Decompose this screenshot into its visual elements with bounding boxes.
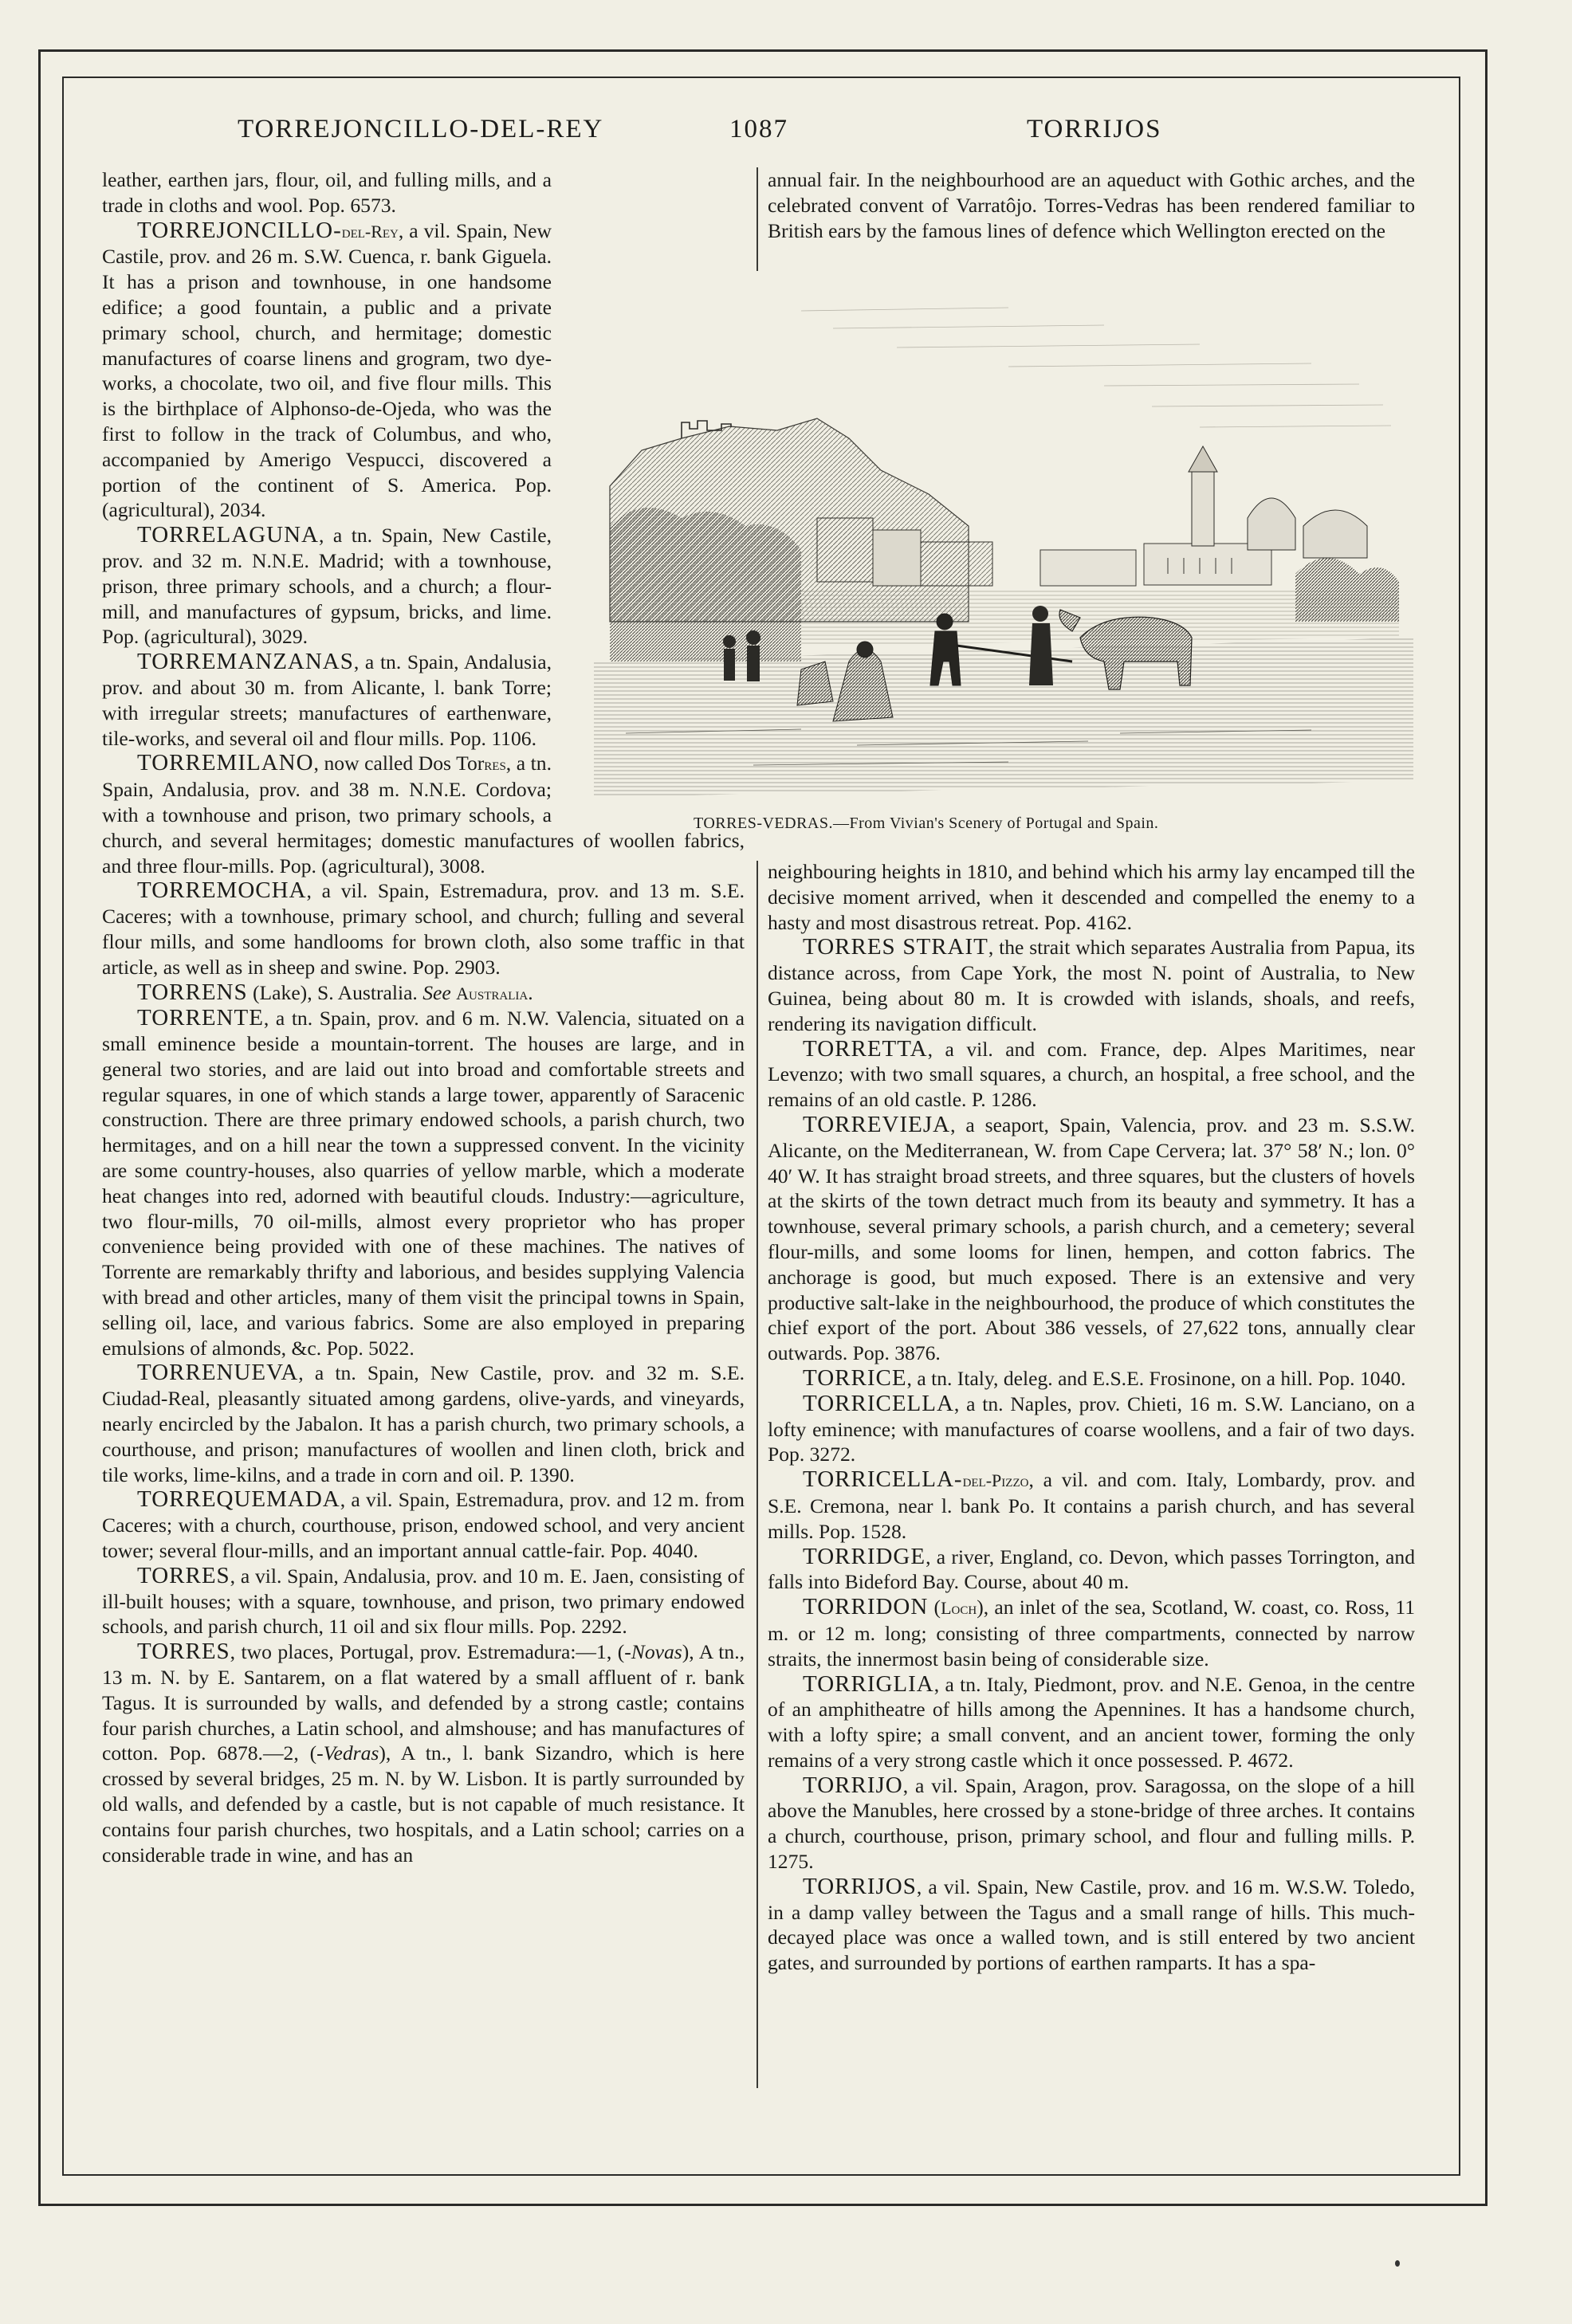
entry-torremocha: TORREMOCHA, a vil. Spain, Estremadura, prov. and 13 m. S.E. Caceres; with a townhouse, primary school, and church; fulling and several flour mills, and some handlooms for brown cloth, also some traffic in that article, as well as in sheep and swine. Pop. 2903. bbox=[102, 877, 745, 979]
column-rule-top bbox=[757, 167, 758, 271]
entry-torremanzanas: TORREMANZANAS, a tn. Spain, Andalusia, prov. and about 30 m. from Alicante, l. bank Torre; with irregular streets; manufactures of earthenware, tile-works, and several oil and flour mills. Pop. 1106. bbox=[102, 649, 552, 750]
running-header bbox=[143, 108, 1427, 153]
entry-torremilano: TORREMILANO, now called Dos Torres, a tn. Spain, Andalusia, prov. and 38 m. N.N.E. Cordova; with a townhouse and prison, two primary schools, a church, and several hermitages; domestic manufactures of woollen fabrics, and three flour-mills. Pop. (agricultural), 3008. bbox=[102, 750, 745, 877]
entry-torres-continuation: annual fair. In the neighbourhood are an aqueduct with Gothic arches, and the celebrated convent of Varratôjo. Torres-Vedras has been rendered familiar to British ears by the famous lines of defence which Wellington erected on the bbox=[768, 168, 1415, 242]
entry-torrente: TORRENTE, a tn. Spain, prov. and 6 m. N.W. Valencia, situated on a small eminence beside a mountain-torrent. The houses are large, and in general two stories, and are laid out into broad and comfortable streets and regular squares, in one of which stands a large tower, apparently of Saracenic construction. There are three primary endowed schools, a parish church, two hermitages, and on a hill near the town a suppressed convent. In the vicinity are some country-houses, also quarries of yellow marble, which a moderate heat changes into red, adorned with beautiful clouds. Industry:—agriculture, two flour-mills, 70 oil-mills, almost every proprietor who has proper convenience being provided with one of these machines. The natives of Torrente are remarkably thrifty and laborious, and besides supplying Valencia with bread and other articles, many of them visit the principal towns in Spain, selling oil, lace, and various fabrics. Some are also employed in preparing emulsions of almonds, &c. Pop. 5022. bbox=[102, 1005, 745, 1360]
entry-torrevieja: TORREVIEJA, a seaport, Spain, Valencia, prov. and 23 m. S.S.W. Alicante, on the Mediterranean, W. from Cape Cervera; lat. 37° 58′ N.; lon. 0° 40′ W. It has straight broad streets, and three squares, but the clusters of hovels at the skirts of the town detract much from its beauty and symmetry. It has a townhouse, several primary schools, a parish church, and a cemetery; several flour-mills, and some looms for linen, hempen, and cotton fabrics. The anchorage is good, but much exposed. There is an extensive and very productive salt-lake in the neighbourhood, the produce of which constitutes the chief export of the port. About 386 vessels, of 27,622 tons, annually clear outwards. Pop. 3876. bbox=[768, 1111, 1415, 1365]
entry-torrelaguna: TORRELAGUNA, a tn. Spain, New Castile, prov. and 32 m. N.N.E. Madrid; with a townhouse, prison, three primary schools, and a church; a flour-mill, and manufactures of gypsum, bricks, and lime. Pop. (agricultural), 3029. bbox=[102, 522, 552, 649]
entry-torrens: TORRENS (Lake), S. Australia. See Australia. bbox=[137, 979, 533, 1005]
column-rule-bottom bbox=[757, 861, 758, 2088]
header-right-entry: TORRIJOS bbox=[1027, 115, 1162, 143]
entry-torrijos: TORRIJOS, a vil. Spain, New Castile, prov. and 16 m. W.S.W. Toledo, in a damp valley between the Tagus and a small range of hills. This much-decayed place was once a walled town, and is still entered by two ancient gates, and surrounded by portions of earthen ramparts. It has a spa- bbox=[768, 1873, 1415, 1975]
entry-torriglia: TORRIGLIA, a tn. Italy, Piedmont, prov. and N.E. Genoa, in the centre of an amphitheatre of hills among the Apennines. It has a handsome church, with a lofty spire; a small convent, and an ancient tower, forming the only remains of a very strong castle which it once possessed. P. 4672. bbox=[768, 1670, 1415, 1772]
ink-mark bbox=[1395, 2260, 1400, 2267]
entry-torrequemada: TORREQUEMADA, a vil. Spain, Estremadura, prov. and 12 m. from Caceres; with a church, courthouse, prison, endowed school, and very ancient tower; several flour-mills, and an important annual cattle-fair. Pop. 4040. bbox=[102, 1486, 745, 1563]
entry-torretta: TORRETTA, a vil. and com. France, dep. Alpes Maritimes, near Levenzo; with two small squares, a church, an hospital, a free school, and the remains of an old castle. P. 1286. bbox=[768, 1035, 1415, 1112]
entry-torridon: TORRIDON (Loch), an inlet of the sea, Scotland, W. coast, co. Ross, 11 m. or 12 m. long; consisting of three compartments, connected by narrow straits, the innermost basin being of considerable size. bbox=[768, 1594, 1415, 1670]
entry-torrijo: TORRIJO, a vil. Spain, Aragon, prov. Saragossa, on the slope of a hill above the Manubles, here crossed by a stone-bridge of three arches. It contains a church, courthouse, prison, primary school, and flour and fulling mills. P. 1275. bbox=[768, 1772, 1415, 1874]
entry-torrejoncillo: TORREJONCILLO-del-Rey, a vil. Spain, New Castile, prov. and 26 m. S.W. Cuenca, r. bank Giguela. It has a prison and townhouse, in one handsome edifice; a good fountain, a public and a private primary school, church, and hermitage; domestic manufactures of coarse linens and grogram, two dye-works, a chocolate, two oil, and five flour mills. This is the birthplace of Alphonso-de-Ojeda, who was the first to follow in the track of Columbus, and who, accompanied by Amerigo Vespucci, discovered a portion of the continent of S. America. Pop. (agricultural), 2034. bbox=[102, 217, 552, 522]
caption-source: From Vivian's Scenery of Portugal and Spain. bbox=[849, 815, 1159, 832]
entry-torridge: TORRIDGE, a river, England, co. Devon, which passes Torrington, and falls into Bideford Bay. Course, about 40 m. bbox=[768, 1543, 1415, 1594]
right-column-top bbox=[768, 167, 1415, 279]
entry-torrice: TORRICE, a tn. Italy, deleg. and E.S.E. Frosinone, on a hill. Pop. 1040. bbox=[803, 1364, 1406, 1391]
right-column bbox=[768, 859, 1415, 2086]
figure-caption bbox=[694, 815, 1411, 833]
caption-lead: TORRES-VEDRAS.— bbox=[694, 815, 850, 832]
entry-continuation: leather, earthen jars, flour, oil, and fulling mills, and a trade in cloths and wool. Pop. 6573. bbox=[102, 168, 552, 217]
entry-torres-portugal: TORRES, two places, Portugal, prov. Estremadura:—1, (-Novas), A tn., 13 m. N. by E. Santarem, on a flat watered by a small affluent of r. bank Tagus. It is surrounded by walls, and defended by a strong castle; contains four parish churches, a Latin school, and almshouse; and has manufactures of cotton. Pop. 6878.—2, (-Vedras), A tn., l. bank Sizandro, which is here crossed by several bridges, 25 m. N. by W. Lisbon. It is partly surrounded by old walls, and defended by a castle, but is not capable of much resistance. It contains four parish churches, two hospitals, and a Latin school; carries on a considerable trade in wine, and has an bbox=[102, 1639, 745, 1867]
entry-torricella-del-pizzo: TORRICELLA-del-Pizzo, a vil. and com. Italy, Lombardy, prov. and S.E. Cremona, near l. bank Po. It contains a parish church, and has several mills. Pop. 1528. bbox=[768, 1466, 1415, 1543]
entry-torres-end: neighbouring heights in 1810, and behind which his army lay encamped till the decisive moment arrived, when it descended and compelled the enemy to a hasty and most disastrous retreat. Pop. 4162. bbox=[768, 860, 1415, 934]
entry-torricella: TORRICELLA, a tn. Naples, prov. Chieti, 16 m. S.W. Lanciano, on a lofty eminence; with manufactures of coarse woollens, and a fair of two days. Pop. 3272. bbox=[768, 1390, 1415, 1466]
landscape-engraving bbox=[594, 287, 1413, 813]
entry-torres-strait: TORRES STRAIT, the strait which separates Australia from Papua, its distance across, from Cape York, the most N. point of Australia, to New Guinea, being about 80 m. It is crowded with islands, shoals, and reefs, rendering its navigation difficult. bbox=[768, 934, 1415, 1035]
entry-torres-spain: TORRES, a vil. Spain, Andalusia, prov. and 10 m. E. Jaen, consisting of ill-built houses; with a square, townhouse, and prison, two primary endowed schools, and parish church, 11 oil and six flour mills. Pop. 2292. bbox=[102, 1562, 745, 1639]
engraving-torres-vedras bbox=[594, 287, 1413, 813]
page-number: 1087 bbox=[729, 115, 788, 143]
entry-torrenueva: TORRENUEVA, a tn. Spain, New Castile, prov. and 32 m. S.E. Ciudad-Real, pleasantly situated among gardens, olive-yards, and vineyards, nearly encircled by the Jabalon. It has a parish church, two primary schools, a courthouse, and prison; manufactures of woollen and linen cloth, brick and tile works, lime-kilns, and a trade in corn and oil. P. 1390. bbox=[102, 1360, 745, 1486]
header-left-entry: TORREJONCILLO-DEL-REY bbox=[238, 115, 604, 143]
